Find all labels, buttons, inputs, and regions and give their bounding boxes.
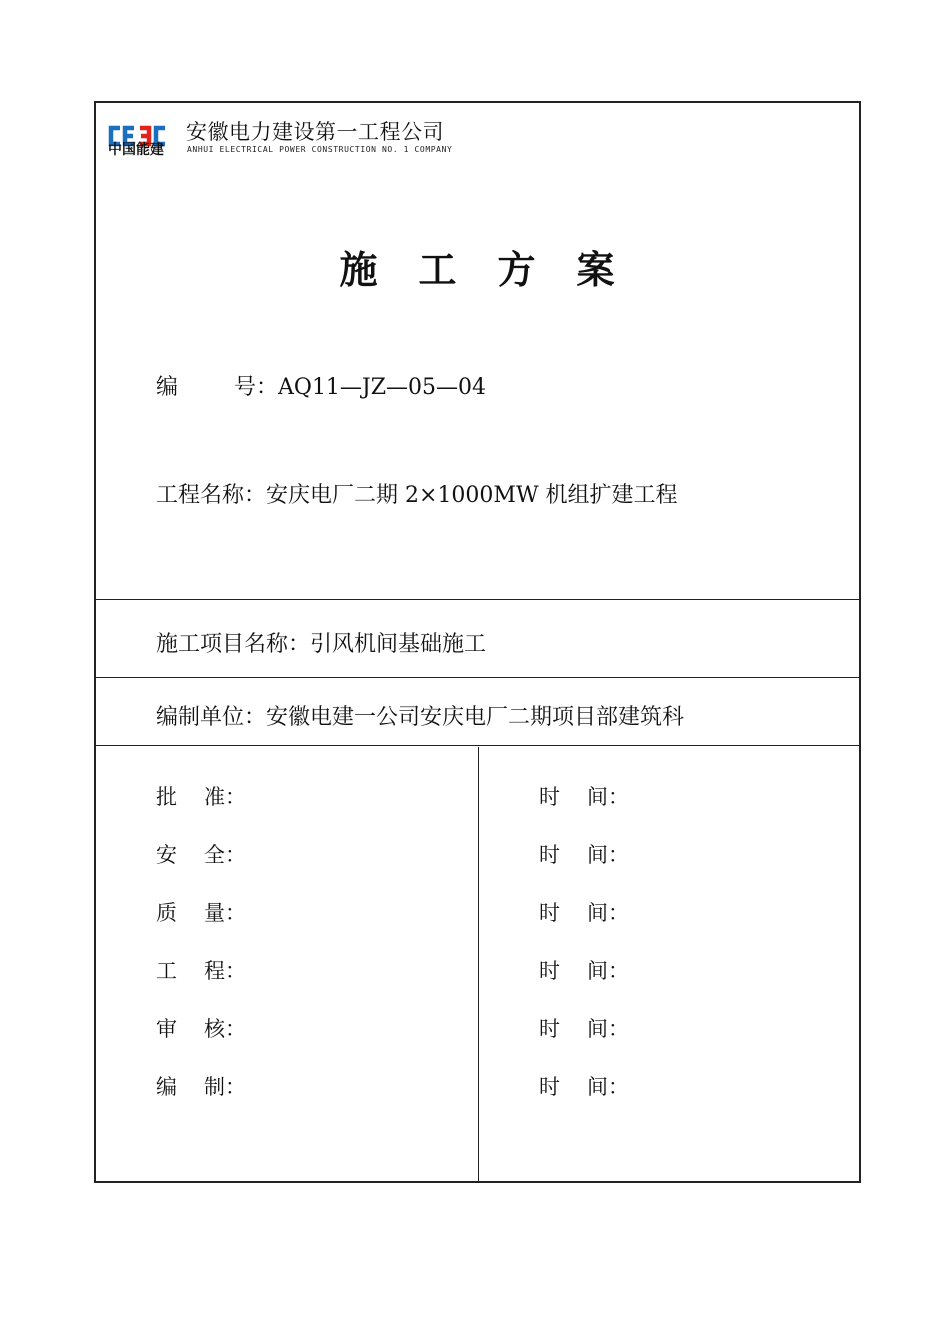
quality-row: 质 量：	[156, 901, 246, 925]
time-row: 时 间：	[539, 1017, 629, 1041]
document-number-field	[156, 370, 486, 401]
title-char: 施	[339, 247, 379, 292]
approval-row: 批 准：	[156, 785, 246, 809]
title-char: 工	[418, 247, 458, 292]
logo-cn-text: 中国能建	[108, 142, 164, 158]
number-label-a: 编	[156, 375, 179, 400]
compiling-unit-value: 安徽电建一公司安庆电厂二期项目部建筑科	[266, 705, 685, 730]
document-frame	[94, 101, 861, 1183]
time-row: 时 间：	[539, 1075, 629, 1099]
time-row: 时 间：	[539, 785, 629, 809]
compiling-unit-label: 编制单位：	[156, 705, 267, 730]
number-label-b: 号：	[234, 375, 279, 400]
project-name-field	[156, 478, 678, 509]
title-char: 方	[497, 247, 537, 292]
compiler-row: 编 制：	[156, 1075, 246, 1099]
construction-item-label: 施工项目名称：	[156, 632, 311, 657]
project-name-label: 工程名称：	[156, 483, 267, 508]
time-row: 时 间：	[539, 901, 629, 925]
construction-item-value: 引风机间基础施工	[310, 632, 487, 657]
company-name-en: ANHUI ELECTRICAL POWER CONSTRUCTION NO. 1 COMPANY	[187, 145, 453, 154]
time-row: 时 间：	[539, 843, 629, 867]
title-char: 案	[576, 247, 616, 292]
divider	[96, 677, 859, 678]
engineering-row: 工 程：	[156, 959, 246, 983]
compiling-unit-field	[156, 700, 684, 731]
project-name-value: 安庆电厂二期 2×1000MW 机组扩建工程	[266, 483, 678, 508]
document-title	[96, 239, 859, 294]
column-divider	[478, 747, 479, 1181]
document-number-value: AQ11—JZ—05—04	[278, 375, 487, 400]
company-logo	[108, 115, 468, 159]
company-name: 安徽电力建设第一工程公司	[186, 120, 444, 144]
divider	[96, 745, 859, 746]
divider	[96, 599, 859, 600]
construction-item-field	[156, 627, 486, 658]
safety-row: 安 全：	[156, 843, 246, 867]
time-row: 时 间：	[539, 959, 629, 983]
review-row: 审 核：	[156, 1017, 246, 1041]
